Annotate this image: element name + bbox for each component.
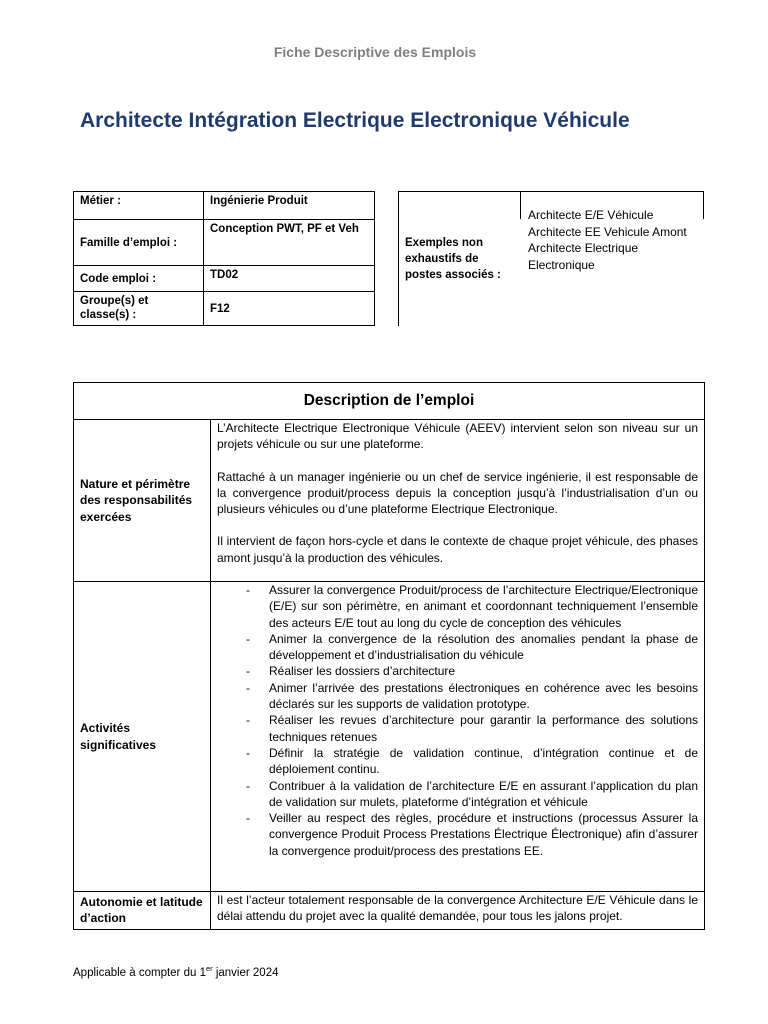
table-row — [74, 892, 705, 930]
job-info-table — [73, 191, 375, 326]
list-item: - Veiller au respect des règles, procédure et instructions (processus Assurer la convergence Produit Process Prestations Électrique Électronique) afin d’assurer la convergence produit/process des prestations EE. — [269, 810, 698, 859]
list-item: - Définir la stratégie de validation continue, d’intégration continue et de déploiement continu. — [269, 745, 698, 778]
exemples-postes-list — [528, 207, 704, 273]
nature-content — [211, 420, 705, 582]
table-row — [74, 192, 375, 220]
table-row — [74, 220, 375, 266]
table-row — [74, 266, 375, 292]
exemples-postes-label: Exemples non exhaustifs de postes associés : — [405, 237, 501, 281]
list-item: - Animer la convergence de la résolution des anomalies pendant la phase de développement et d’industrialisation du véhicule — [269, 631, 698, 664]
box-border-top — [398, 191, 704, 192]
exemples-postes-box — [398, 191, 704, 326]
nature-paragraph: Rattaché à un manager ingénierie ou un chef de service ingénierie, il est responsable de la convergence produit/process depuis la conception jusqu’à l’industrialisation d’un ou plusieurs véhicules ou d’une plateforme Electrique Electronique. — [217, 469, 698, 517]
list-item: Architecte Electrique Electronique — [528, 241, 639, 272]
activites-content — [211, 582, 705, 892]
table-row — [74, 420, 705, 582]
list-item: - Contribuer à la validation de l’architecture E/E en assurant l’application du plan de validation sur mulets, plateforme d’intégration et véhicule — [269, 778, 698, 811]
list-item: Architecte EE Vehicule Amont — [528, 224, 687, 239]
groupe-classe-label: Groupe(s) et classe(s) : — [74, 292, 204, 326]
footer-applicability — [73, 964, 279, 979]
list-item: - Assurer la convergence Produit/process de l’architecture Electrique/Electronique (E/E) sur son périmètre, en animant et coordonnant techniquement l’ensemble des acteurs E/E tout au long du cycle de conception des véhicules — [269, 582, 698, 631]
list-item: - Réaliser les revues d’architecture pour garantir la performance des solutions techniques retenues — [269, 712, 698, 745]
box-border-middle — [520, 191, 521, 219]
table-row — [74, 582, 705, 892]
code-emploi-value: TD02 — [204, 266, 375, 292]
list-item: - Réaliser les dossiers d’architecture — [269, 663, 698, 679]
activites-label: Activités significatives — [74, 582, 211, 892]
job-description-table — [73, 382, 705, 930]
autonomie-label: Autonomie et latitude d’action — [74, 892, 211, 930]
autonomie-content: Il est l’acteur totalement responsable de la convergence Architecture E/E Véhicule dans le délai attendu du projet avec la qualité demandée, pour tous les jalons projet. — [211, 892, 705, 930]
box-border-left — [398, 191, 399, 326]
footer-text-after: janvier 2024 — [212, 966, 279, 979]
document-title: Architecte Intégration Electrique Electronique Véhicule — [80, 109, 630, 132]
famille-label: Famille d’emploi : — [74, 220, 204, 266]
footer-text-before: Applicable à compter du 1 — [73, 966, 206, 979]
list-item: - Animer l’arrivée des prestations électroniques en cohérence avec les besoins déclarés sur les supports de validation prototype. — [269, 680, 698, 713]
famille-value: Conception PWT, PF et Veh — [204, 220, 375, 266]
table-row — [74, 383, 705, 420]
table-row — [74, 292, 375, 326]
nature-paragraph: L’Architecte Electrique Electronique Véhicule (AEEV) intervient selon son niveau sur un projets véhicule ou sur une plateforme. — [217, 421, 698, 452]
code-emploi-label: Code emploi : — [74, 266, 204, 292]
activites-list — [217, 582, 698, 859]
metier-label: Métier : — [74, 192, 204, 220]
list-item: Architecte E/E Véhicule — [528, 208, 654, 222]
footer-superscript: er — [205, 964, 213, 973]
metier-value: Ingénierie Produit — [204, 192, 375, 220]
page-header-title: Fiche Descriptive des Emplois — [273, 44, 477, 60]
nature-paragraph: Il intervient de façon hors-cycle et dans le contexte de chaque projet véhicule, des phases amont jusqu’à la production des véhicules. — [217, 534, 698, 565]
description-heading: Description de l’emploi — [74, 383, 705, 420]
nature-label: Nature et périmètre des responsabilités exercées — [74, 420, 211, 582]
groupe-classe-value: F12 — [204, 292, 375, 326]
